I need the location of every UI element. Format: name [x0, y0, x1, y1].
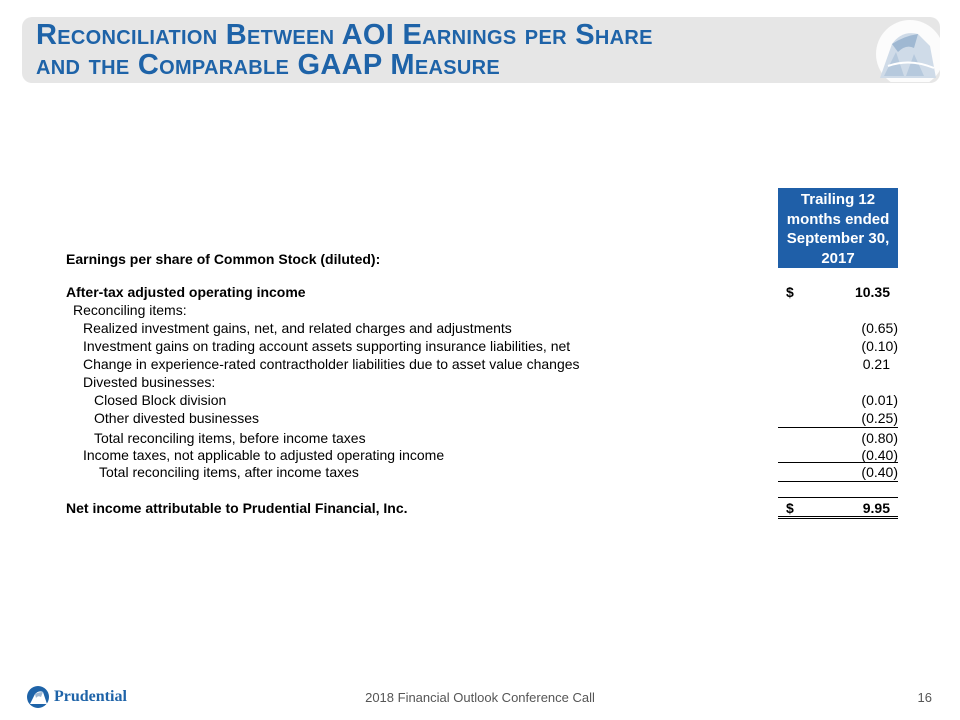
row-value: 0.21 [862, 356, 890, 372]
total-double-rule [778, 518, 898, 519]
row-label: Reconciling items: [73, 302, 187, 318]
table-row [66, 301, 898, 319]
column-header-line: months ended [786, 210, 890, 228]
table-row [66, 283, 898, 301]
row-value: (0.10) [861, 338, 898, 354]
row-label: After-tax adjusted operating income [66, 284, 306, 300]
table-row [66, 463, 898, 481]
row-value: (0.40) [861, 464, 898, 480]
column-header-line: 2017 [821, 249, 855, 267]
column-header-line: Trailing 12 [800, 191, 876, 208]
row-value: 9.95 [862, 500, 890, 516]
table-row [66, 337, 898, 355]
row-label: Total reconciling items, before income taxes [94, 430, 366, 446]
row-label: Other divested businesses [94, 410, 259, 426]
row-label: Total reconciling items, after income taxes [99, 464, 359, 480]
row-label: Realized investment gains, net, and related charges and adjustments [83, 320, 512, 336]
table-row [66, 391, 898, 409]
table-row [66, 409, 898, 427]
row-value: (0.01) [861, 392, 898, 408]
subtotal-rule [778, 481, 898, 482]
row-value: (0.25) [861, 410, 898, 426]
footer-event-title: 2018 Financial Outlook Conference Call [365, 690, 595, 705]
table-row [66, 429, 898, 447]
table-row [66, 319, 898, 337]
row-label: Divested businesses: [83, 374, 216, 390]
total-rule-top [778, 497, 898, 498]
row-value: 10.35 [854, 284, 890, 300]
row-value: (0.80) [861, 430, 898, 446]
row-value: (0.40) [861, 447, 898, 463]
row-label: Net income attributable to Prudential Financial, Inc. [66, 500, 408, 516]
row-label: Income taxes, not applicable to adjusted operating income [83, 447, 445, 463]
subtotal-rule [778, 427, 898, 428]
column-header [778, 188, 898, 268]
row-label: Closed Block division [94, 392, 227, 408]
rock-icon [862, 18, 940, 82]
row-value: (0.65) [861, 320, 898, 336]
table-row [66, 446, 898, 464]
row-dollar-sign: $ [786, 284, 794, 300]
table-row [66, 499, 898, 517]
page-title-line-2: and the Comparable GAAP Measure [36, 49, 500, 81]
section-label: Earnings per share of Common Stock (diluted): [66, 251, 381, 267]
page-title-line-1: Reconciliation Between AOI Earnings per Share [36, 19, 653, 51]
row-dollar-sign: $ [786, 500, 794, 516]
table-row [66, 373, 898, 391]
row-label: Change in experience-rated contractholder liabilities due to asset value changes [83, 356, 580, 372]
page-number: 16 [917, 690, 932, 705]
table-row [66, 355, 898, 373]
total-double-rule [778, 516, 898, 517]
column-header-line: September 30, [786, 230, 890, 247]
page-title [36, 20, 796, 80]
row-label: Investment gains on trading account assets supporting insurance liabilities, net [83, 338, 571, 354]
brand-name: Prudential [54, 688, 127, 705]
